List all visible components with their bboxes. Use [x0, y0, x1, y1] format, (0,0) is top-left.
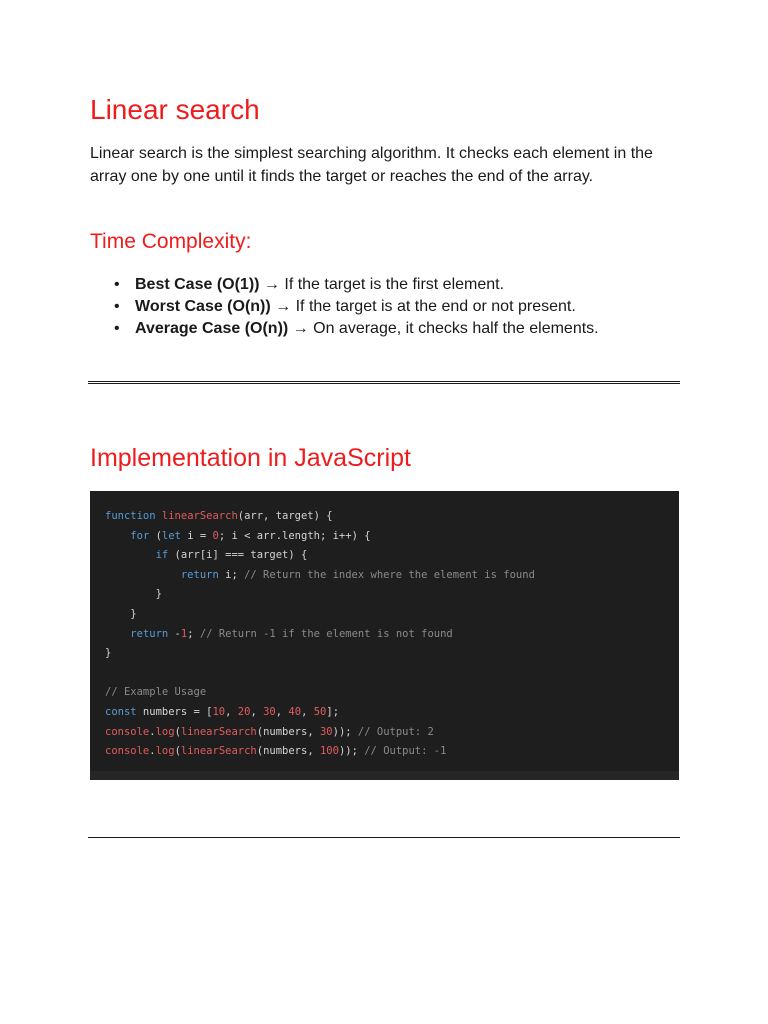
code-line — [105, 742, 679, 762]
double-divider — [88, 381, 680, 384]
code-line — [105, 723, 679, 743]
code-token: // Example Usage — [105, 686, 207, 699]
code-token: 40 — [288, 705, 302, 718]
case-label: Worst Case (O(n)) — [135, 298, 271, 315]
list-item-average-case — [90, 318, 599, 340]
code-token: i; — [218, 568, 245, 581]
code-token: 1 — [180, 627, 188, 640]
code-block — [90, 491, 679, 780]
code-token: . — [149, 725, 156, 738]
intro-paragraph: Linear search is the simplest searching algorithm. It checks each element in the array one by one until it finds the target or reaches the end of the array. — [90, 145, 653, 185]
code-token: linearSearch — [161, 510, 238, 522]
bottom-divider — [88, 837, 680, 838]
code-token: 0 — [212, 529, 219, 542]
code-token: if — [155, 549, 169, 562]
code-line — [105, 664, 679, 684]
code-token: ; — [187, 627, 200, 640]
code-token: (arr[i] === target) { — [168, 549, 308, 562]
code-token: log — [155, 745, 175, 758]
list-item-best-case — [90, 274, 599, 296]
code-line — [105, 625, 679, 645]
code-token: (numbers, — [256, 745, 320, 758]
code-token: , — [225, 705, 238, 718]
code-token: , — [275, 705, 289, 718]
page-title: Linear search — [90, 94, 260, 125]
code-token: console — [105, 745, 150, 758]
case-description: → On average, it checks half the elements. — [288, 320, 599, 337]
code-token: , — [301, 705, 314, 718]
code-scrollbar[interactable] — [90, 771, 679, 780]
case-description: → If the target is at the end or not present. — [270, 298, 576, 315]
code-token: 30 — [319, 725, 333, 738]
code-line — [105, 566, 679, 586]
code-token: - — [168, 627, 181, 640]
code-token: // Return -1 if the element is not found — [199, 627, 453, 640]
code-token: const — [105, 705, 137, 718]
code-token: function — [105, 510, 162, 522]
code-token: 10 — [212, 705, 226, 718]
implementation-heading: Implementation in JavaScript — [90, 444, 411, 472]
code-token: 100 — [319, 745, 339, 758]
complexity-list — [90, 274, 599, 340]
code-token — [105, 628, 130, 640]
code-token: } — [105, 647, 112, 660]
code-token: // Output: 2 — [357, 725, 434, 738]
bullet-icon: • — [114, 276, 120, 293]
bullet-icon: • — [114, 298, 120, 315]
code-token — [105, 569, 181, 581]
code-token: 50 — [313, 705, 327, 718]
code-line — [105, 546, 679, 566]
code-token: )); — [338, 745, 365, 758]
code-line — [105, 605, 679, 625]
code-token: . — [149, 745, 156, 758]
code-token: return — [180, 568, 219, 581]
code-token: (arr, target) { — [237, 510, 333, 522]
code-token: )); — [332, 725, 358, 738]
list-item-worst-case — [90, 296, 599, 318]
time-complexity-heading: Time Complexity: — [90, 230, 252, 253]
code-line — [105, 527, 679, 547]
code-token: i = — [180, 529, 213, 542]
code-token — [105, 530, 130, 542]
code-token: 30 — [263, 705, 276, 718]
code-token: } — [105, 588, 162, 601]
code-token: // Output: -1 — [364, 745, 447, 758]
case-label: Average Case (O(n)) — [135, 320, 289, 337]
case-label: Best Case (O(1)) — [135, 276, 260, 293]
code-token: (numbers, — [256, 725, 320, 738]
code-token: } — [105, 607, 137, 620]
code-line — [105, 683, 679, 703]
code-line — [105, 507, 679, 527]
code-token: ( — [149, 529, 162, 542]
code-token: ( — [174, 745, 181, 758]
code-token: ( — [174, 725, 181, 738]
code-line — [105, 703, 679, 723]
code-token: return — [130, 627, 169, 640]
code-token: 20 — [237, 705, 251, 718]
code-token: ; i < arr.length; i++) { — [218, 529, 371, 542]
code-line — [105, 585, 679, 605]
code-token: linearSearch — [180, 745, 257, 758]
code-token: // Return the index where the element is found — [244, 568, 535, 581]
bullet-icon: • — [114, 320, 120, 337]
code-token: ]; — [326, 705, 340, 718]
code-token: for — [130, 529, 150, 542]
code-token: log — [155, 725, 175, 738]
code-token: console — [105, 725, 150, 738]
code-token: let — [161, 529, 181, 542]
code-token: , — [250, 705, 264, 718]
code-token — [105, 549, 156, 561]
code-line — [105, 644, 679, 664]
code-token: linearSearch — [180, 725, 257, 738]
case-description: → If the target is the first element. — [259, 276, 505, 293]
code-token: numbers = [ — [136, 705, 213, 718]
